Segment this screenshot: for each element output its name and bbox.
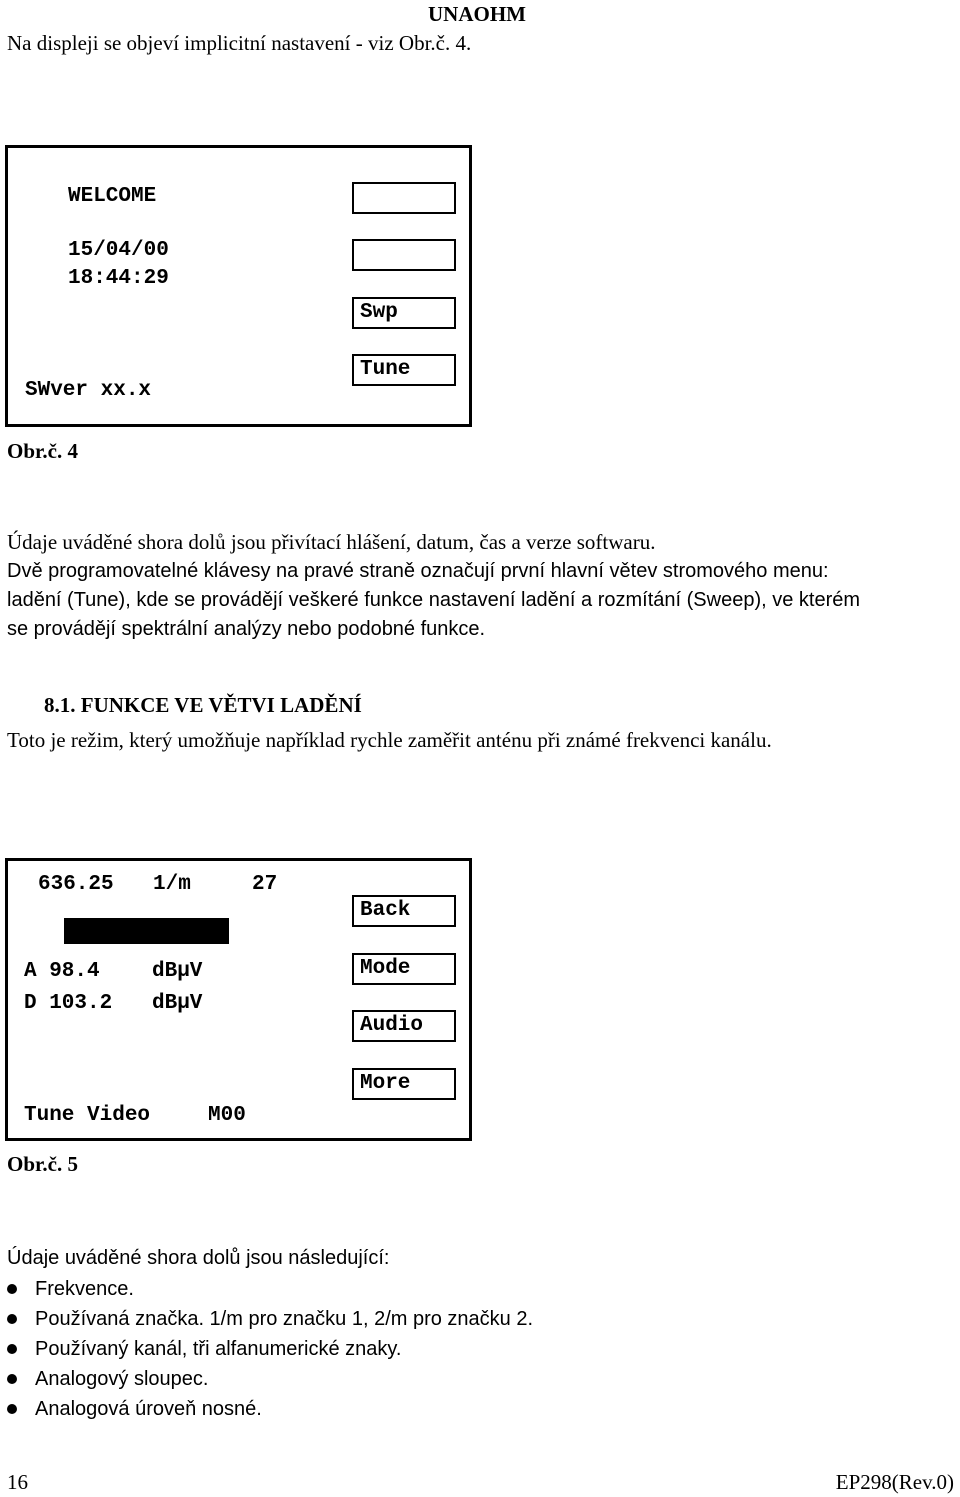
frequency-readout: 636.25 xyxy=(38,873,114,896)
section-text: Toto je režim, který umožňuje například rychle zaměřit anténu při známé frekvenci kanálu. xyxy=(7,728,772,752)
paragraph-1-line-1: Údaje uváděné shora dolů jsou přivítací hlášení, datum, čas a verze softwaru. xyxy=(7,530,656,554)
list-item: Frekvence. xyxy=(7,1274,533,1304)
softkey-swp[interactable]: Swp xyxy=(352,297,456,329)
welcome-text: WELCOME xyxy=(68,185,157,208)
marker-readout: 1/m xyxy=(153,873,191,896)
channel-readout: 27 xyxy=(252,873,278,896)
software-version: SWver xx.x xyxy=(25,379,152,402)
memory-status: M00 xyxy=(208,1104,246,1127)
mode-status: Tune Video xyxy=(24,1104,151,1127)
date-readout: 15/04/00 xyxy=(68,239,169,262)
paragraph-1-line-2: Dvě programovatelné klávesy na pravé straně označují první hlavní větev stromového menu: xyxy=(7,560,829,582)
softkey-tune[interactable]: Tune xyxy=(352,354,456,386)
brand-title: UNAOHM xyxy=(428,2,526,26)
bullet-icon xyxy=(7,1284,17,1294)
bullet-icon xyxy=(7,1344,17,1354)
analog-level: A 98.4 xyxy=(24,960,100,983)
paragraph-1-line-4: se provádějí spektrální analýzy nebo podobné funkce. xyxy=(7,618,486,640)
softkey-1[interactable] xyxy=(352,182,456,214)
figure-4-caption: Obr.č. 4 xyxy=(7,439,78,463)
section-heading: 8.1. FUNKCE VE VĚTVI LADĚNÍ xyxy=(44,693,362,717)
analog-bar-fill xyxy=(65,919,228,943)
list-item: Používaná značka. 1/m pro značku 1, 2/m pro značku 2. xyxy=(7,1304,533,1334)
softkey-audio[interactable]: Audio xyxy=(352,1010,456,1042)
paragraph-1-line-3: ladění (Tune), kde se provádějí veškeré funkce nastavení ladění a rozmítání (Sweep), ve kterém xyxy=(7,589,861,611)
paragraph-1 xyxy=(7,528,955,644)
analog-unit: dBμV xyxy=(152,960,203,983)
softkey-2[interactable] xyxy=(352,239,456,271)
page-number: 16 xyxy=(7,1470,28,1494)
softkey-back[interactable]: Back xyxy=(352,895,456,927)
softkey-mode[interactable]: Mode xyxy=(352,953,456,985)
digital-level: D 103.2 xyxy=(24,992,113,1015)
welcome-screen xyxy=(5,145,472,427)
list-intro: Údaje uváděné shora dolů jsou následující: xyxy=(7,1247,390,1269)
softkey-more[interactable]: More xyxy=(352,1068,456,1100)
document-code: EP298(Rev.0) xyxy=(835,1470,954,1494)
list-item: Analogový sloupec. xyxy=(7,1364,533,1394)
intro-text: Na displeji se objeví implicitní nastavení - viz Obr.č. 4. xyxy=(7,31,472,55)
tune-screen xyxy=(5,858,472,1141)
bullet-icon xyxy=(7,1314,17,1324)
bullet-icon xyxy=(7,1374,17,1384)
time-readout: 18:44:29 xyxy=(68,267,169,290)
analog-bar-track xyxy=(64,918,229,944)
bullet-icon xyxy=(7,1404,17,1414)
figure-5-caption: Obr.č. 5 xyxy=(7,1152,78,1176)
list-item: Používaný kanál, tři alfanumerické znaky. xyxy=(7,1334,533,1364)
feature-list xyxy=(7,1274,533,1424)
list-item: Analogová úroveň nosné. xyxy=(7,1394,533,1424)
digital-unit: dBμV xyxy=(152,992,203,1015)
